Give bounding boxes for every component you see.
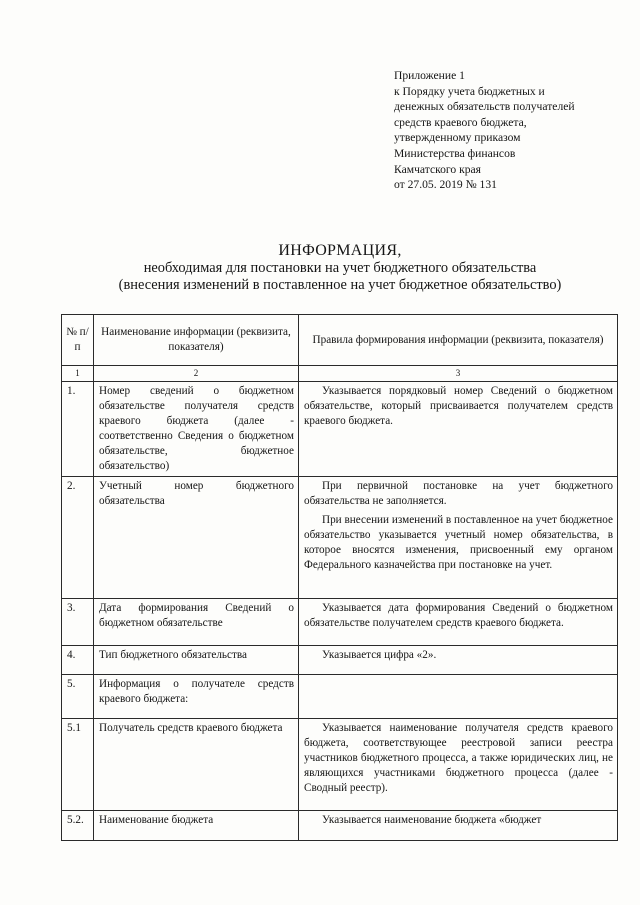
appendix-line: денежных обязательств получателей — [394, 100, 575, 114]
row-name: Наименование бюджета — [94, 811, 299, 841]
row-number: 2. — [62, 477, 94, 599]
header-num: № п/п — [62, 315, 94, 366]
row-rule — [299, 675, 618, 719]
header-rule: Правила формирования информации (реквизита, показателя) — [299, 315, 618, 366]
appendix-note — [394, 68, 634, 193]
row-name: Номер сведений о бюджетном обязательстве получателя средств краевого бюджета (далее - соответственно Сведения о бюджетном обязательстве, бюджетное обязательство) — [94, 382, 299, 477]
row-rule — [299, 719, 618, 811]
table-row — [62, 675, 618, 719]
row-name: Дата формирования Сведений о бюджетном обязательстве — [94, 599, 299, 646]
row-number: 1. — [62, 382, 94, 477]
document-heading — [60, 242, 620, 294]
appendix-line: Министерства финансов — [394, 146, 516, 160]
rule-paragraph: Указывается дата формирования Сведений о бюджетном обязательстве получателем средств краевого бюджета. — [304, 602, 613, 629]
row-rule — [299, 646, 618, 675]
appendix-line: Камчатского края — [394, 162, 482, 176]
rule-paragraph: При внесении изменений в поставленное на учет бюджетное обязательство указывается учетный номер обязательства, в которое вносятся изменения, присвоенный ему органом Федерального казначейства при постановке на учет. — [304, 514, 613, 571]
row-number: 5. — [62, 675, 94, 719]
row-rule — [299, 599, 618, 646]
rule-paragraph: Указывается наименование бюджета «бюджет — [322, 814, 542, 826]
table-row — [62, 719, 618, 811]
row-rule — [299, 811, 618, 841]
row-rule — [299, 477, 618, 599]
table-header-row — [62, 315, 618, 366]
row-name: Информация о получателе средств краевого бюджета: — [94, 675, 299, 719]
appendix-line: к Порядку учета бюджетных и — [394, 84, 545, 98]
rule-paragraph: Указывается порядковый номер Сведений о бюджетном обязательстве, который присваивается получателем средств краевого бюджета. — [304, 385, 613, 427]
appendix-line: Приложение 1 — [394, 69, 465, 82]
rule-paragraph: Указывается наименование получателя средств краевого бюджета, соответствующее реестровой записи реестра участников бюджетного процесса, а также юридических лиц, не являющихся участниками бюджетного процесса (далее - Сводный реестр). — [304, 722, 613, 794]
table-row — [62, 811, 618, 841]
row-name: Тип бюджетного обязательства — [94, 646, 299, 675]
rule-paragraph: Указывается цифра «2». — [322, 649, 437, 661]
row-number: 3. — [62, 599, 94, 646]
information-table — [61, 314, 618, 841]
table-row — [62, 646, 618, 675]
row-number: 5.1 — [62, 719, 94, 811]
row-rule — [299, 382, 618, 477]
column-number: 2 — [94, 366, 299, 382]
rule-paragraph: При первичной постановке на учет бюджетного обязательства не заполняется. — [304, 480, 613, 507]
document-title: ИНФОРМАЦИЯ, — [278, 242, 402, 259]
table-row — [62, 477, 618, 599]
row-number: 5.2. — [62, 811, 94, 841]
column-number: 3 — [299, 366, 618, 382]
document-subtitle: необходимая для постановки на учет бюджетного обязательства — [143, 260, 537, 276]
row-name: Учетный номер бюджетного обязательства — [94, 477, 299, 599]
table-row — [62, 382, 618, 477]
appendix-line: утвержденному приказом — [394, 131, 521, 145]
appendix-line: от 27.05. 2019 № 131 — [394, 178, 497, 192]
table-row — [62, 599, 618, 646]
row-name: Получатель средств краевого бюджета — [94, 719, 299, 811]
row-number: 4. — [62, 646, 94, 675]
column-number: 1 — [62, 366, 94, 382]
document-subtitle-note: (внесения изменений в поставленное на учет бюджетное обязательство) — [118, 277, 562, 293]
appendix-line: средств краевого бюджета, — [394, 115, 527, 129]
column-numbers-row — [62, 366, 618, 382]
header-name: Наименование информации (реквизита, показателя) — [94, 315, 299, 366]
